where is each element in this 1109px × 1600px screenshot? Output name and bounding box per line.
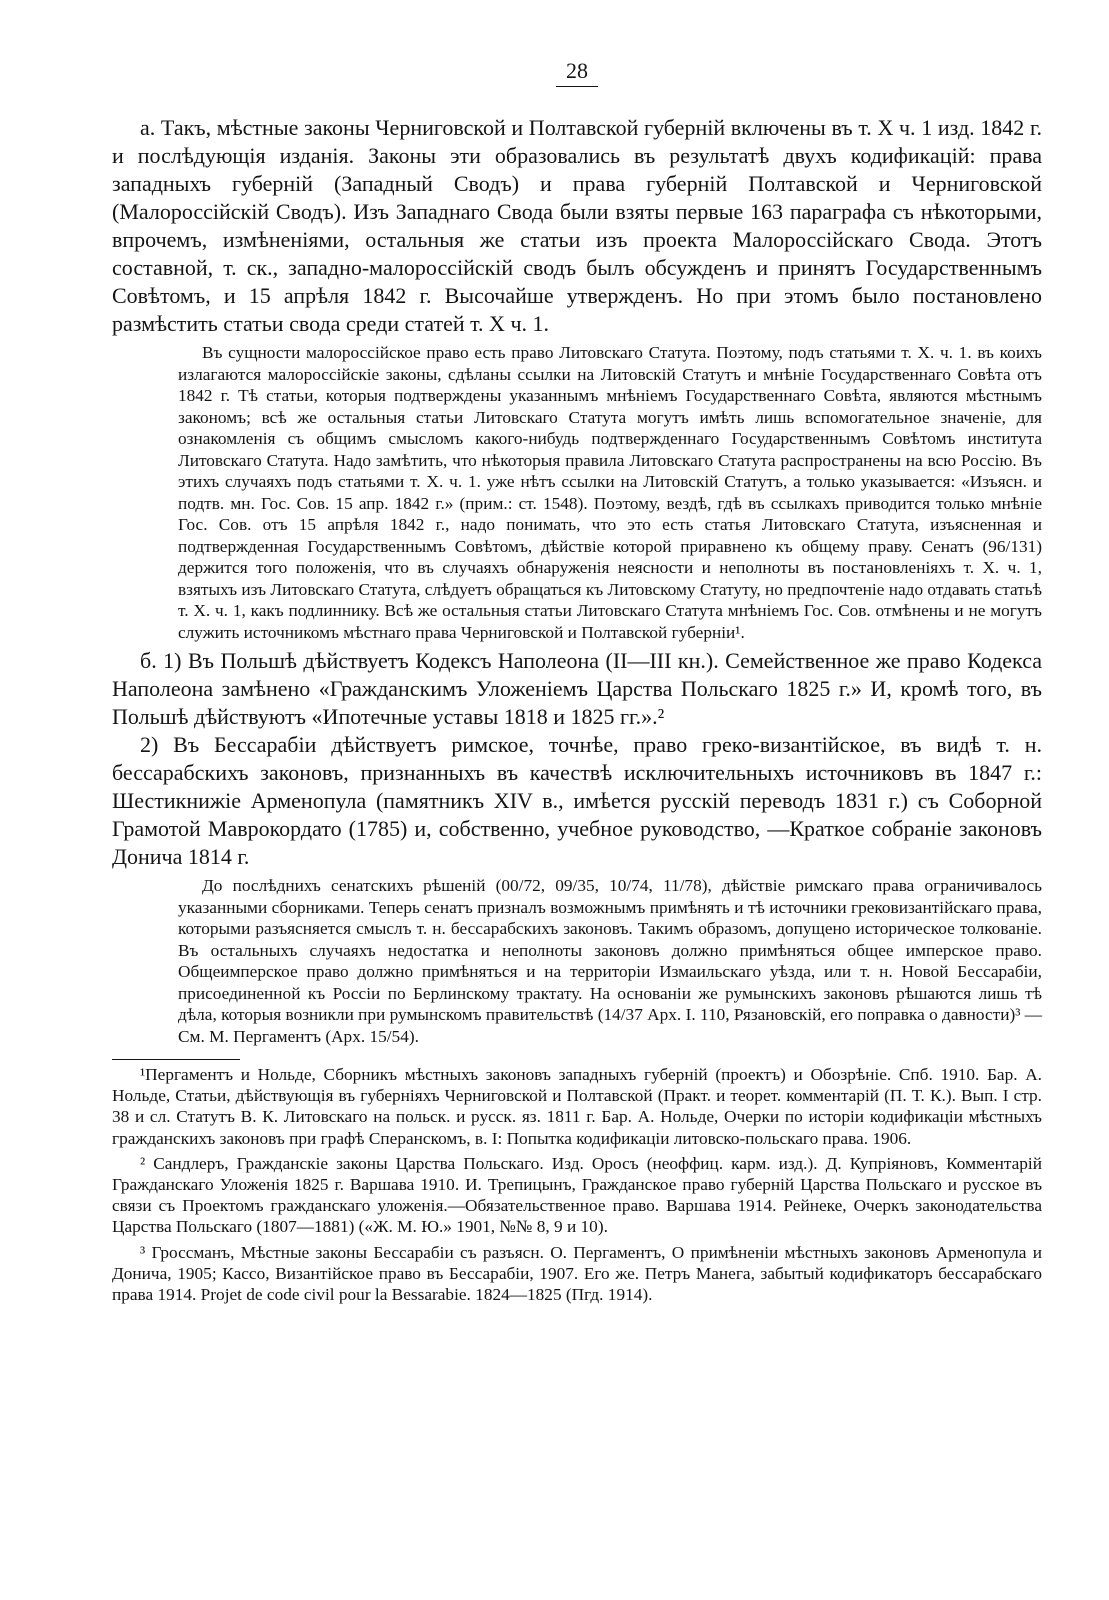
footnote-divider [112,1059,240,1060]
paragraph-senate-decisions-note: До послѣднихъ сенатскихъ рѣшеній (00/72, 09/35, 10/74, 11/78), дѣйствіе римскаго права ограничивалось указанными сборниками. Теперь сенатъ призналъ возможнымъ примѣнять и тѣ источники грековизантійскаго права, которыми разъясняется смыслъ т. н. бессарабскихъ законовъ. Такимъ образомъ, допущено историческое толкованіе. Въ остальныхъ случаяхъ недостатка и неполноты законовъ должно примѣняться общее имперское право. Общеимперское право должно примѣняться и на территоріи Измаильскаго уѣзда, или т. н. Новой Бессарабіи, присоединенной къ Россіи по Берлинскому трактату. На основаніи же румынскихъ законовъ рѣшаются лишь тѣ дѣла, которыя возникли при румынскомъ правительствѣ (14/37 Арх. I. 110, Рязановскій, его поправка о давности)³ —См. М. Пергаментъ (Арх. 15/54). [178,876,1042,1046]
paragraph-a-local-laws: а. Такъ, мѣстные законы Черниговской и Полтавской губерній включены въ т. X ч. 1 изд. 1842 г. и послѣдующія изданія. Законы эти образовались въ результатѣ двухъ кодификацій: права западныхъ губерній (Западный Сводъ) и права губерній Полтавской и Черниговской (Малороссійскій Сводъ). Изъ Западнаго Свода были взяты первые 163 параграфа съ нѣкоторыми, впрочемъ, измѣненіями, остальныя же статьи изъ проекта Малороссійскаго Свода. Этотъ составной, т. ск., западно-малороссійскій сводъ былъ обсужденъ и принятъ Государственнымъ Совѣтомъ, и 15 апрѣля 1842 г. Высочайше утвержденъ. Но при этомъ было постановлено размѣстить статьи свода среди статей т. X ч. 1. [112,115,1042,336]
footnote-3: ³ Гроссманъ, Мѣстные законы Бессарабіи съ разъясн. О. Пергаментъ, О примѣненіи мѣстныхъ законовъ Арменопула и Донича, 1905; Кассо, Византійское право въ Бессарабіи, 1907. Его же. Петръ Манега, забытый кодификаторъ бессарабскаго права 1914. Projet de code civil pour la Bessarabie. 1824—1825 (Пгд. 1914). [112,1242,1042,1305]
paragraph-b-poland: б. 1) Въ Польшѣ дѣйствуетъ Кодексъ Наполеона (II—III кн.). Семейственное же право Кодекса Наполеона замѣнено «Гражданскимъ Уложеніемъ Царства Польскаго 1825 г.» И, кромѣ того, въ Польшѣ дѣйствуютъ «Ипотечные уставы 1818 и 1825 гг.».² [112,648,1042,729]
paragraph-lithuanian-statute-note: Въ сущности малороссійское право есть право Литовскаго Статута. Поэтому, подъ статьями т. X. ч. 1. въ коихъ излагаются малороссійскіе законы, сдѣланы ссылки на Литовскій Статутъ и мнѣніе Государственнаго Совѣта отъ 1842 г. Тѣ статьи, которыя подтверждены указаннымъ мнѣніемъ Государственнаго Совѣта, являются мѣстнымъ закономъ; всѣ же остальныя статьи Литовскаго Статута могутъ имѣть лишь вспомогательное значеніе, для ознакомленія съ общимъ смысломъ какого-нибудь подтвержденнаго Государственнымъ Совѣтомъ института Литовскаго Статута. Надо замѣтить, что нѣкоторыя правила Литовскаго Статута распространены на всю Россію. Въ этихъ случаяхъ подъ статьями т. X. ч. 1. уже нѣтъ ссылки на Литовскій Статутъ, а только указывается: «Изъясн. и подтв. мн. Гос. Сов. 15 апр. 1842 г.» (прим.: ст. 1548). Поэтому, вездѣ, гдѣ въ ссылкахъ приводится только мнѣніе Гос. Сов. отъ 15 апрѣля 1842 г., надо понимать, что это есть статья Литовскаго Статута, изъясненная и подтвержденная Государственнымъ Совѣтомъ, дѣйствіе которой приравнено къ общему праву. Сенатъ (96/131) держится того положенія, что въ случаяхъ обнаруженія неясности и неполноты въ постановленіяхъ т. X. ч. 1, взятыхъ изъ Литовскаго Статута, слѣдуетъ обращаться къ Литовскому Статуту, но предпочтеніе надо отдавать статьѣ т. X. ч. 1, какъ подлиннику. Всѣ же остальныя статьи Литовскаго Статута мнѣніемъ Гос. Сов. отмѣнены и не могутъ служить источникомъ мѣстнаго права Черниговской и Полтавской губерніи¹. [178,343,1042,642]
footnote-2: ² Сандлеръ, Гражданскіе законы Царства Польскаго. Изд. Оросъ (неоффиц. карм. изд.). Д. Купріяновъ, Комментарій Гражданскаго Уложенія 1825 г. Варшава 1910. И. Трепицынъ, Гражданское право губерній Царства Польскаго и русское въ связи съ Проектомъ гражданскаго уложенія.—Обязательственное право. Варшава 1914. Рейнеке, Очеркъ законодательства Царства Польскаго (1807—1881) («Ж. М. Ю.» 1901, №№ 8, 9 и 10). [112,1153,1042,1237]
document-page [112,56,1042,1309]
paragraph-bessarabia: 2) Въ Бессарабіи дѣйствуетъ римское, точнѣе, право греко-византійское, въ видѣ т. н. бессарабскихъ законовъ, признанныхъ въ качествѣ исключительныхъ источниковъ въ 1847 г.: Шестикнижіе Арменопула (памятникъ XIV в., имѣется русскій переводъ 1831 г.) съ Соборной Грамотой Маврокордато (1785) и, собственно, учебное руководство, —Краткое собраніе законовъ Донича 1814 г. [112,732,1042,869]
page-number-text: 28 [556,56,598,87]
page-number [112,56,1042,86]
footnote-1: ¹Пергаментъ и Нольде, Сборникъ мѣстныхъ законовъ западныхъ губерній (проектъ) и Обозрѣніе. Спб. 1910. Бар. А. Нольде, Статьи, дѣйствующія въ губерніяхъ Черниговской и Полтавской (Практ. и теорет. комментарій (П. Т. К.). Вып. I стр. 38 и сл. Статутъ В. К. Литовскаго на польск. и русск. яз. 1811 г. Бар. А. Нольде, Очерки по исторіи кодификаціи мѣстныхъ гражданскихъ законовъ при графѣ Сперанскомъ, в. I: Попытка кодификаціи литовско-польскаго права. 1906. [112,1065,1042,1148]
